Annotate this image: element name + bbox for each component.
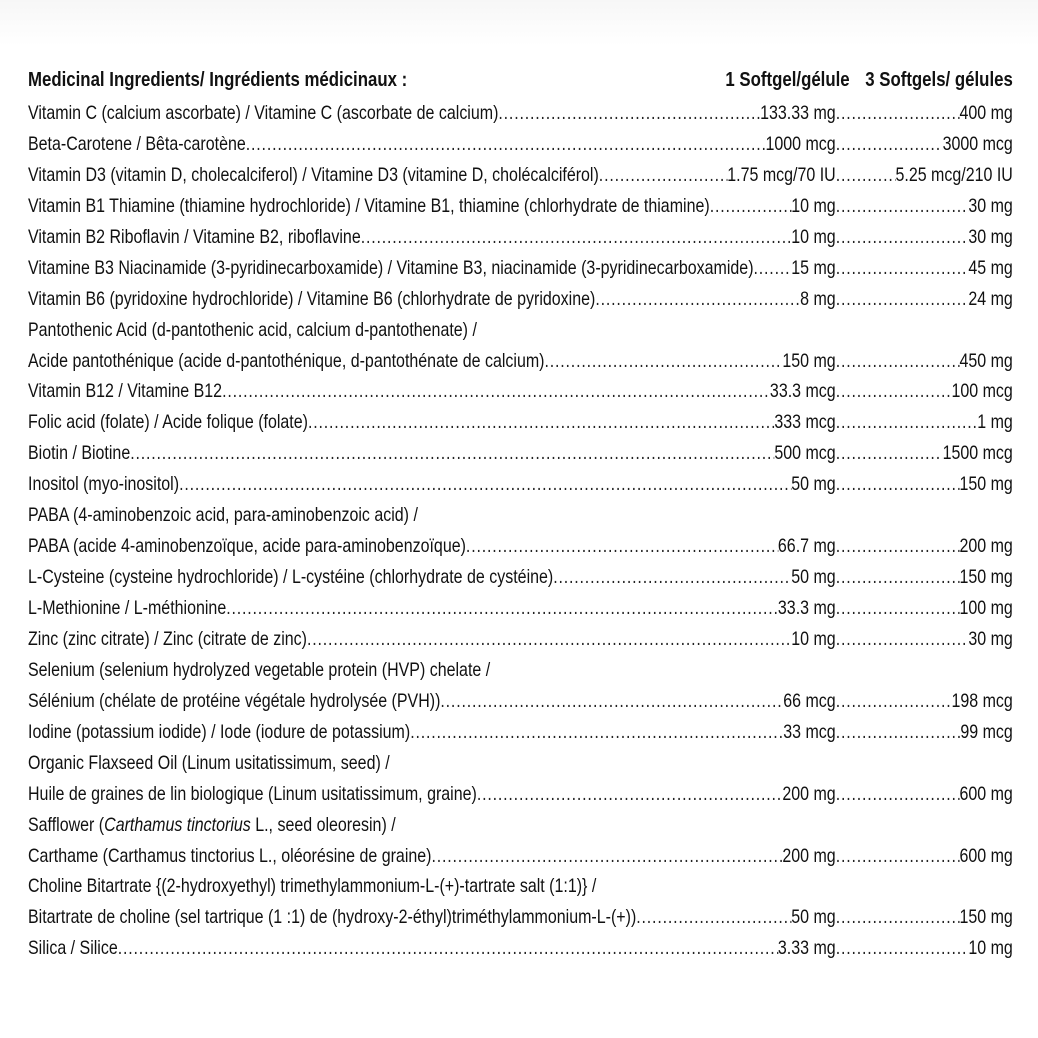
dose-1-softgel: 10 mg [791,225,836,248]
ingredient-name-part: Safflower ( [28,813,105,836]
dot-leader [836,407,978,438]
ingredient-name: L-Cysteine (cysteine hydrochloride) / L-cystéine (chlorhydrate de cystéine) [28,566,554,589]
dose-3-softgels: 5.25 mcg/210 IU [895,163,1013,186]
ingredient-row [28,841,1013,872]
dose-3-softgels: 24 mg [968,287,1013,310]
ingredient-name: Biotin / Biotine [28,442,131,465]
ingredient-name: Vitamine B3 Niacinamide (3-pyridinecarboxamide) / Vitamine B3, niacinamide (3-pyridinecarboxamide) [28,256,754,279]
dot-leader [836,98,960,129]
ingredients-panel [28,68,1013,964]
ingredient-name: Pantothenic Acid (d-pantothenic acid, calcium d-pantothenate) / [28,318,477,341]
ingredient-row [28,438,1013,469]
ingredient-name: Vitamin D3 (vitamin D, cholecalciferol) / Vitamine D3 (vitamine D, cholécalciférol) [28,163,599,186]
dot-leader [431,841,782,872]
dot-leader [836,593,960,624]
ingredient-row [28,686,1013,717]
ingredient-row [28,407,1013,438]
ingredient-name: Choline Bitartrate {(2-hydroxyethyl) trimethylammonium-L-(+)-tartrate salt (1:1)} / [28,875,597,898]
dot-leader [226,593,778,624]
ingredients-title: Medicinal Ingredients/ Ingrédients médicinaux : [28,68,408,91]
dot-leader [836,624,969,655]
ingredient-name: Sélénium (chélate de protéine végétale hydrolysée (PVH)) [28,689,441,712]
dose-1-softgel: 50 mg [791,473,836,496]
ingredients-header [28,68,1013,98]
ingredient-row [28,593,1013,624]
dot-leader [410,717,783,748]
dot-leader [130,438,774,469]
ingredient-row [28,346,1013,377]
ingredient-name: Silica / Silice [28,937,118,960]
dot-leader [754,253,792,284]
ingredient-name: Carthame (Carthamus tinctorius L., oléorésine de graine) [28,844,432,867]
dot-leader [466,531,778,562]
ingredient-name: Vitamin B12 / Vitamine B12 [28,380,223,403]
ingredient-name: Vitamin B1 Thiamine (thiamine hydrochloride) / Vitamine B1, thiamine (chlorhydrate de thiamine) [28,194,710,217]
ingredient-row [28,160,1013,191]
ingredient-continuation-line [28,871,1013,902]
dose-3-softgels: 150 mg [959,906,1013,929]
dot-leader [836,841,960,872]
dot-leader [222,376,770,407]
ingredient-name: Organic Flaxseed Oil (Linum usitatissimum, seed) / [28,751,390,774]
ingredient-row [28,717,1013,748]
dot-leader [118,933,778,964]
ingredient-row [28,98,1013,129]
ingredient-row [28,376,1013,407]
ingredient-continuation-line [28,500,1013,531]
dot-leader [836,562,960,593]
dose-1-softgel: 8 mg [800,287,836,310]
dose-1-softgel: 66.7 mg [777,535,836,558]
dose-1-softgel: 50 mg [791,566,836,589]
dose-1-softgel: 66 mcg [783,689,836,712]
dot-leader [308,407,774,438]
dose-3-softgels: 99 mcg [960,720,1013,743]
dose-1-softgel: 200 mg [782,844,836,867]
ingredient-name: Iodine (potassium iodide) / Iode (iodure de potassium) [28,720,411,743]
dose-1-softgel: 200 mg [782,782,836,805]
ingredient-continuation-line [28,810,1013,841]
dot-leader [599,160,727,191]
dose-3-softgels: 100 mcg [951,380,1013,403]
ingredient-name: Folic acid (folate) / Acide folique (folate) [28,411,308,434]
dot-leader [307,624,791,655]
ingredient-name: Selenium (selenium hydrolyzed vegetable protein (HVP) chelate / [28,658,491,681]
dose-column-1-header: 1 Softgel/gélule [725,68,850,91]
dose-3-softgels: 150 mg [959,566,1013,589]
ingredient-row [28,624,1013,655]
dose-1-softgel: 10 mg [791,194,836,217]
ingredient-name: Bitartrate de choline (sel tartrique (1 :1) de (hydroxy-2-éthyl)triméthylammonium-L-(+)) [28,906,637,929]
dot-leader [836,160,896,191]
ingredient-row [28,222,1013,253]
ingredient-name: Huile de graines de lin biologique (Linum usitatissimum, graine) [28,782,477,805]
dose-1-softgel: 150 mg [782,349,836,372]
dot-leader [361,222,792,253]
dose-3-softgels: 1500 mcg [942,442,1013,465]
dose-1-softgel: 1.75 mcg/70 IU [727,163,836,186]
dot-leader [836,222,969,253]
dose-1-softgel: 50 mg [791,906,836,929]
dose-1-softgel: 15 mg [791,256,836,279]
dose-3-softgels: 150 mg [959,473,1013,496]
dot-leader [836,933,969,964]
dot-leader [595,284,800,315]
ingredient-name [28,810,396,841]
dose-3-softgels: 198 mcg [951,689,1013,712]
ingredient-continuation-line [28,315,1013,346]
dot-leader [836,717,961,748]
dose-1-softgel: 33.3 mcg [769,380,836,403]
dose-1-softgel: 1000 mcg [765,132,836,155]
ingredient-name: PABA (acide 4-aminobenzoïque, acide para-aminobenzoïque) [28,535,466,558]
ingredient-name: Acide pantothénique (acide d-pantothénique, d-pantothénate de calcium) [28,349,545,372]
dose-3-softgels: 30 mg [968,627,1013,650]
dot-leader [836,376,952,407]
ingredient-name: Beta-Carotene / Bêta-carotène [28,132,246,155]
ingredient-row [28,902,1013,933]
ingredient-name: Inositol (myo-inositol) [28,473,180,496]
ingredient-row [28,284,1013,315]
dose-3-softgels: 45 mg [968,256,1013,279]
ingredient-row [28,129,1013,160]
ingredient-row [28,779,1013,810]
dot-leader [836,779,960,810]
dose-1-softgel: 133.33 mg [760,102,836,124]
ingredients-list [28,98,1013,964]
dot-leader [836,438,943,469]
dot-leader [179,469,791,500]
dose-3-softgels: 100 mg [959,597,1013,619]
dot-leader [836,253,969,284]
dose-1-softgel: 33 mcg [783,720,836,743]
ingredient-name: Zinc (zinc citrate) / Zinc (citrate de zinc) [28,627,308,650]
ingredient-row [28,469,1013,500]
dose-3-softgels: 10 mg [968,937,1013,960]
dot-leader [544,346,782,377]
ingredient-row [28,191,1013,222]
ingredient-name: Vitamin C (calcium ascorbate) / Vitamine C (ascorbate de calcium) [28,102,499,124]
ingredient-row [28,531,1013,562]
dot-leader [836,191,969,222]
latin-species-name: Carthamus tinctorius [104,813,251,836]
ingredient-name: Vitamin B2 Riboflavin / Vitamine B2, riboflavine [28,225,361,248]
dot-leader [246,129,766,160]
dot-leader [836,686,952,717]
ingredient-name: PABA (4-aminobenzoic acid, para-aminobenzoic acid) / [28,504,418,527]
dot-leader [553,562,791,593]
dot-leader [836,346,960,377]
dot-leader [477,779,783,810]
dose-1-softgel: 10 mg [791,627,836,650]
dose-3-softgels: 400 mg [959,102,1013,124]
top-shade-band [0,0,1038,46]
dose-1-softgel: 33.3 mg [777,597,836,619]
dose-1-softgel: 3.33 mg [777,937,836,960]
dot-leader [710,191,792,222]
ingredient-row [28,253,1013,284]
dot-leader [836,469,960,500]
dot-leader [498,98,760,129]
dose-3-softgels: 1 mg [977,411,1013,434]
dose-3-softgels: 600 mg [959,782,1013,805]
ingredient-name: Vitamin B6 (pyridoxine hydrochloride) / Vitamine B6 (chlorhydrate de pyridoxine) [28,287,596,310]
ingredient-continuation-line [28,748,1013,779]
ingredient-row [28,562,1013,593]
dose-3-softgels: 3000 mcg [942,132,1013,155]
dose-3-softgels: 600 mg [959,844,1013,867]
ingredient-name-part: L., seed oleoresin) / [250,813,396,836]
dot-leader [836,531,960,562]
ingredient-continuation-line [28,655,1013,686]
dose-column-3-header: 3 Softgels/ gélules [865,68,1013,91]
dot-leader [636,902,791,933]
dose-1-softgel: 500 mcg [774,442,836,465]
dose-3-softgels: 30 mg [968,194,1013,217]
ingredient-row [28,933,1013,964]
dot-leader [440,686,783,717]
ingredient-name: L-Methionine / L-méthionine [28,597,227,619]
dose-3-softgels: 450 mg [959,349,1013,372]
dose-3-softgels: 200 mg [959,535,1013,558]
dose-1-softgel: 333 mcg [774,411,836,434]
dot-leader [836,902,960,933]
dot-leader [836,284,969,315]
dose-3-softgels: 30 mg [968,225,1013,248]
dot-leader [836,129,943,160]
